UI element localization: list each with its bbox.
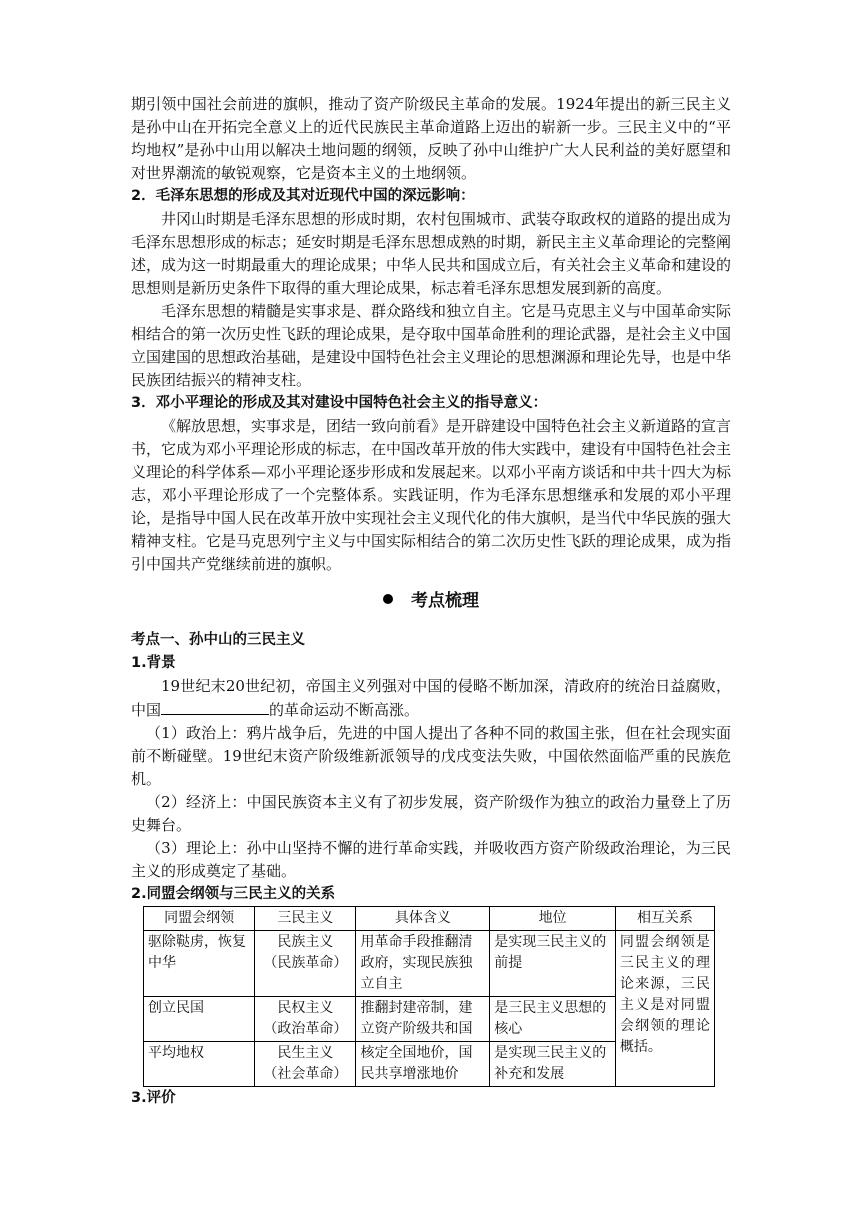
principle-sub: （民族革命） xyxy=(263,955,348,971)
status-cell: 是实现三民主义的补充和发展 xyxy=(490,1042,616,1087)
principle-sub: （社会革命） xyxy=(263,1066,348,1082)
table-row xyxy=(144,931,715,997)
evaluation-heading: 3.评价 xyxy=(131,1090,176,1106)
table-header-cell: 具体含义 xyxy=(356,907,490,931)
program-cell: 驱除鞑虏，恢复中华 xyxy=(144,931,255,997)
kaodian-title: 考点梳理 xyxy=(411,591,479,611)
background-paragraph-4: （3）理论上：孙中山坚持不懈的进行革命实践，并吸收西方资产阶级政治理论，为三民主义的形成奠定了基础。 xyxy=(131,839,731,880)
background-paragraph-2: （1）政治上：鸦片战争后，先进的中国人提出了各种不同的救国主张，但在社会现实面前不断碰壁。19世纪末资产阶级维新派领导的戊戌变法失败，中国依然面临严重的民族危机。 xyxy=(131,724,731,788)
status-cell: 是三民主义思想的核心 xyxy=(490,997,616,1042)
program-cell: 创立民国 xyxy=(144,997,255,1042)
background-text-b: 的革命运动不断高涨。 xyxy=(269,701,420,719)
background-paragraph-3: （2）经济上：中国民族资本主义有了初步发展，资产阶级作为独立的政治力量登上了历史舞台。 xyxy=(131,793,731,834)
relation-cell: 同盟会纲领是三民主义的理论来源，三民主义是对同盟会纲领的理论概括。 xyxy=(615,931,714,1087)
background-text-a: 19世纪末20世纪初，帝国主义列强对中国的侵略不断加深，清政府的统治日益腐败，中国 xyxy=(131,677,731,719)
program-cell: 平均地权 xyxy=(144,1042,255,1087)
section-2-paragraph-2: 毛泽东思想的精髓是实事求是、群众路线和独立自主。它是马克思主义与中国革命实际相结合的第一次历史性飞跃的理论成果，是夺取中国革命胜利的理论武器，是社会主义中国立国建国的思想政治基础，是建设中国特色社会主义理论的思想渊源和理论先导，也是中华民族团结振兴的精神支柱。 xyxy=(131,302,732,389)
background-heading: 1.背景 xyxy=(131,655,176,671)
fill-in-blank[interactable] xyxy=(161,698,269,715)
principle-cell xyxy=(255,997,356,1042)
meaning-cell: 核定全国地价，国民共享增涨地价 xyxy=(356,1042,490,1087)
relation-table xyxy=(143,906,715,1087)
section-3-paragraph-1: 《解放思想，实事求是，团结一致向前看》是开辟建设中国特色社会主义新道路的宣言书，它成为邓小平理论形成的标志，在中国改革开放的伟大实践中，建设有中国特色社会主义理论的科学体系—邓小平理论逐步形成和发展起来。以邓小平南方谈话和中共十四大为标志，邓小平理论形成了一个完整体系。实践证明，作为毛泽东思想继承和发展的邓小平理论，是指导中国人民在改革开放中实现社会主义现代化的伟大旗帜，是当代中华民族的强大精神支柱。它是马克思列宁主义与中国实际相结合的第二次历史性飞跃的理论成果，成为指引中国共产党继续前进的旗帜。 xyxy=(131,417,732,573)
principle-cell xyxy=(255,1042,356,1087)
bullet-icon xyxy=(383,594,393,604)
kaodian-title-block xyxy=(131,590,731,613)
status-cell: 是实现三民主义的前提 xyxy=(490,931,616,997)
relation-heading: 2.同盟会纲领与三民主义的关系 xyxy=(131,886,336,902)
intro-paragraph: 期引领中国社会前进的旗帜，推动了资产阶级民主革命的发展。1924年提出的新三民主义是孙中山在开拓完全意义上的近代民族民主革命道路上迈出的崭新一步。三民主义中的“平均地权”是孙中山用以解决土地问题的纲领，反映了孙中山维护广大人民利益的美好愿望和对世界潮流的敏锐观察，它是资本主义的土地纲领。 xyxy=(131,95,731,182)
section-2-heading: 2．毛泽东思想的形成及其对近现代中国的深远影响： xyxy=(131,188,475,204)
principle-name: 民权主义 xyxy=(277,1000,334,1016)
table-header-cell: 相互关系 xyxy=(615,907,714,931)
section-2-paragraph-1: 井冈山时期是毛泽东思想的形成时期，农村包围城市、武装夺取政权的道路的提出成为毛泽东思想形成的标志；延安时期是毛泽东思想成熟的时期，新民主主义革命理论的完整阐述，成为这一时期最重大的理论成果；中华人民共和国成立后，有关社会主义革命和建设的思想则是新历史条件下取得的重大理论成果，标志着毛泽东思想发展到新的高度。 xyxy=(131,210,732,297)
principle-name: 民族主义 xyxy=(277,934,334,950)
meaning-cell: 用革命手段推翻清政府，实现民族独立自主 xyxy=(356,931,490,997)
principle-sub: （政治革命） xyxy=(263,1021,348,1037)
document-body xyxy=(131,93,731,1110)
principle-cell xyxy=(255,931,356,997)
background-paragraph-1 xyxy=(131,675,731,722)
meaning-cell: 推翻封建帝制，建立资产阶级共和国 xyxy=(356,997,490,1042)
table-header-cell: 同盟会纲领 xyxy=(144,907,255,931)
table-header-cell: 三民主义 xyxy=(255,907,356,931)
table-header-row xyxy=(144,907,715,931)
table-header-cell: 地位 xyxy=(490,907,616,931)
section-3-heading: 3．邓小平理论的形成及其对建设中国特色社会主义的指导意义： xyxy=(131,395,548,411)
point-1-heading: 考点一、孙中山的三民主义 xyxy=(131,632,305,648)
principle-name: 民生主义 xyxy=(277,1045,334,1061)
